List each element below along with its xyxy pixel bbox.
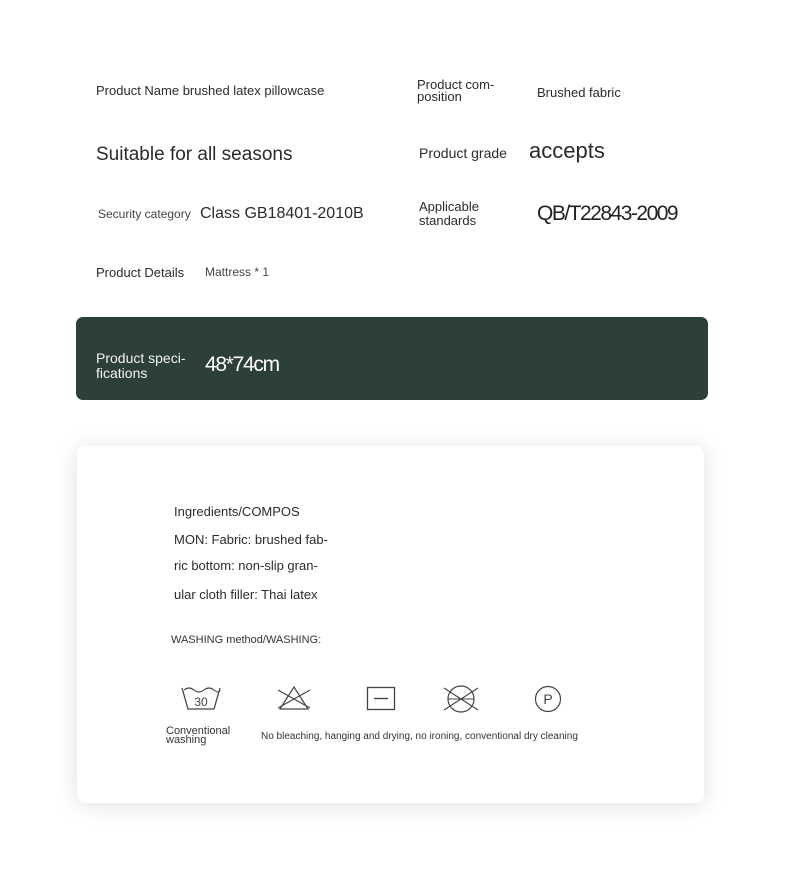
ingredients-line: ular cloth filler: Thai latex [174,587,318,602]
security-category-value: Class GB18401-2010B [200,205,364,222]
no-iron-icon [443,684,479,714]
product-details-label: Product Details [96,265,185,280]
ingredients-line: ric bottom: non-slip gran- [174,558,318,573]
product-grade-value: accepts [529,138,605,163]
dry-clean-p-text: P [543,691,553,707]
applicable-standards-label: Applicable standards [419,199,479,228]
applicable-standards-value: QB/T22843-2009 [537,202,678,225]
care-card [77,446,704,803]
hang-dry-icon [366,686,396,712]
seasons-text: Suitable for all seasons [96,144,293,165]
specification-label: Product speci- fications [96,350,186,381]
wash-30-text: 30 [194,695,208,709]
product-composition-label: Product com- position [417,77,495,104]
conventional-washing-label: Conventional washing [166,725,231,746]
care-description: No bleaching, hanging and drying, no ironing, conventional dry cleaning [261,731,578,742]
dry-clean-p-icon [534,685,562,713]
specification-band [76,317,708,400]
washing-heading: WASHING method/WASHING: [171,634,322,646]
ingredients-line: MON: Fabric: brushed fab- [174,532,328,547]
product-grade-label: Product grade [419,145,507,161]
ingredients-line: Ingredients/COMPOS [174,504,300,519]
product-details-value: Mattress * 1 [205,265,270,279]
no-bleach-icon [276,684,312,712]
product-composition-value: Brushed fabric [537,85,621,100]
specification-value: 48*74cm [205,353,279,376]
security-category-label: Security category [98,207,191,221]
product-name: Product Name brushed latex pillowcase [96,83,325,98]
wash-30-icon [180,684,222,712]
